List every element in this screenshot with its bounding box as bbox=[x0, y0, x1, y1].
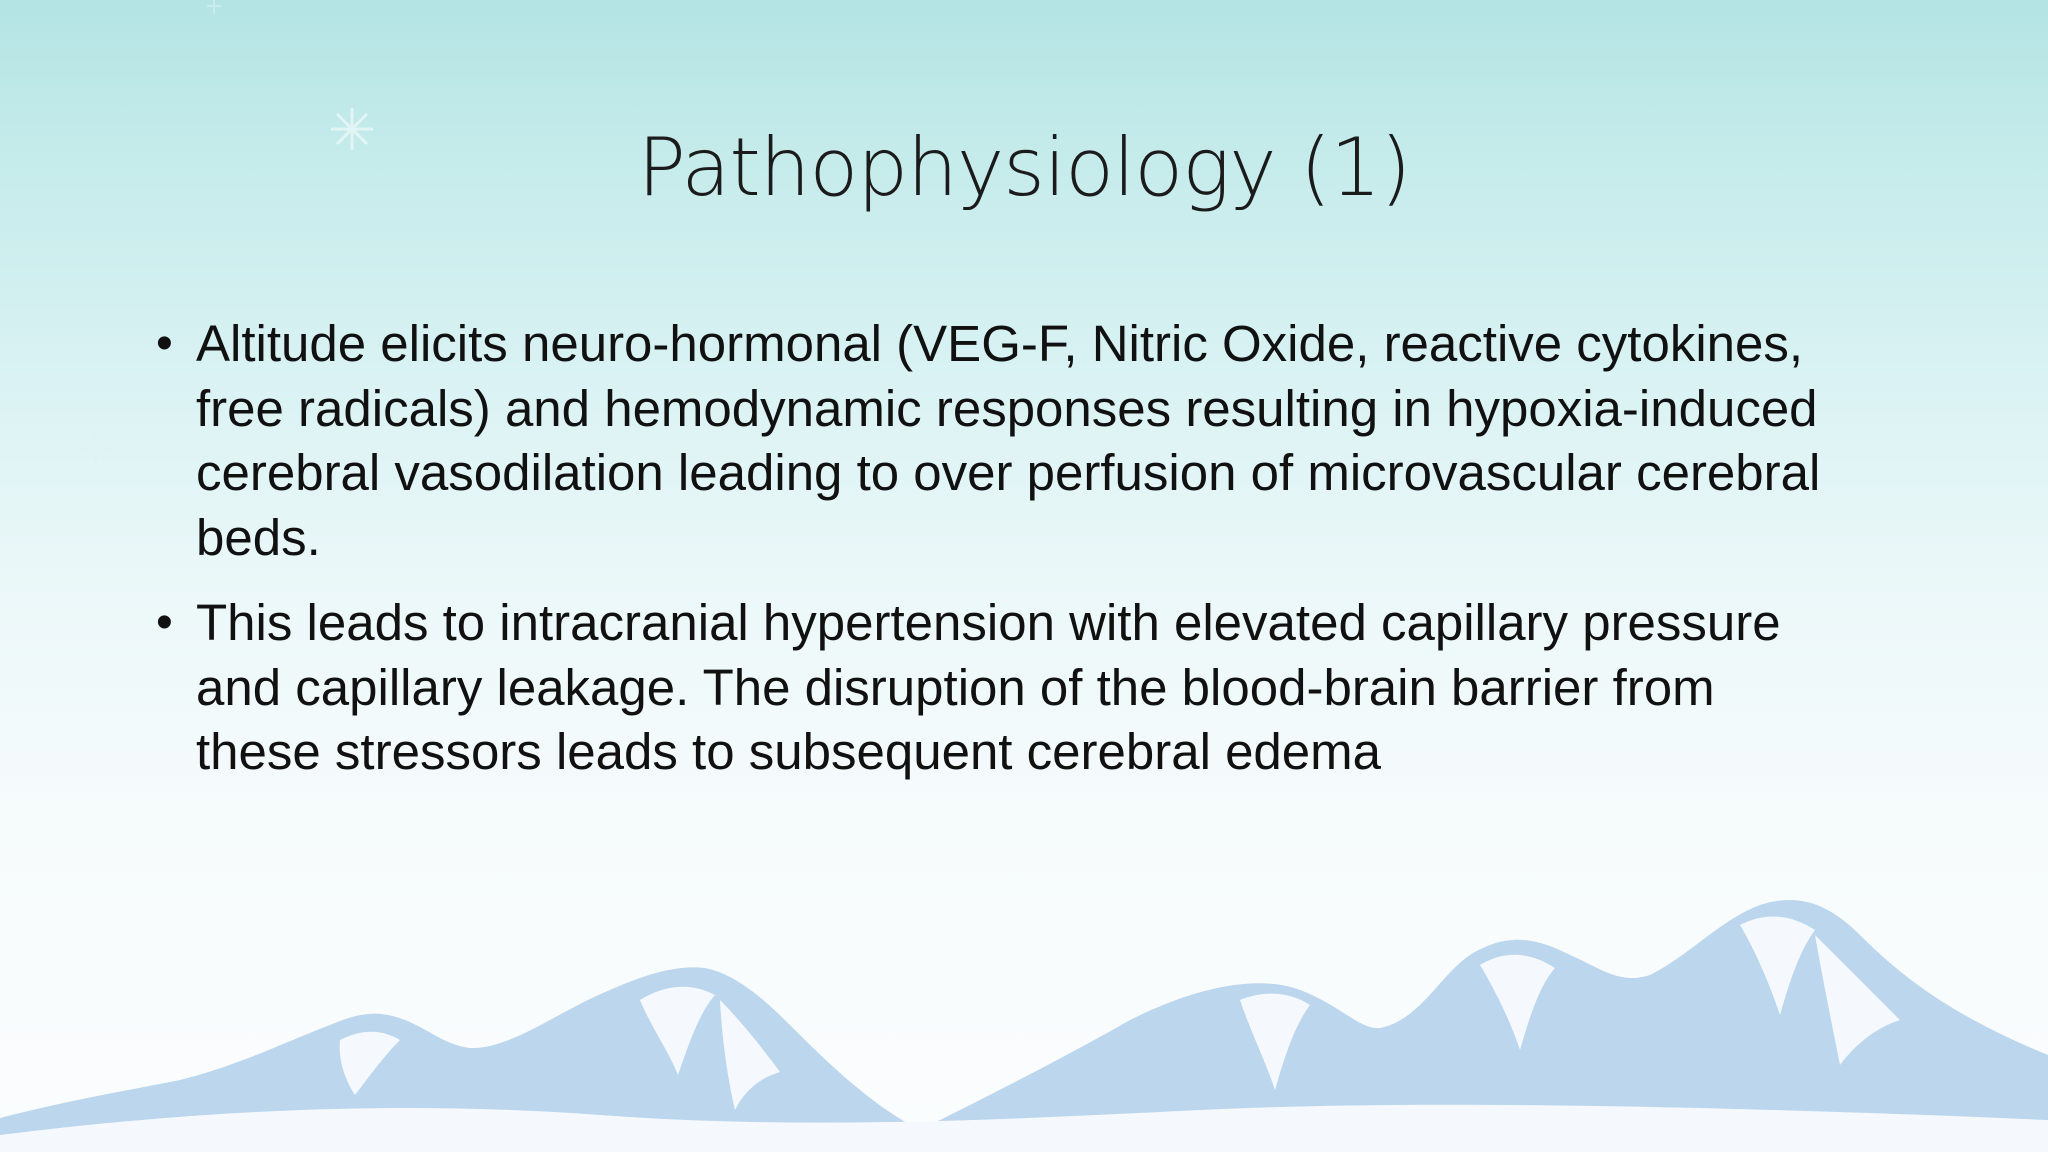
bullet-text: Altitude elicits neuro-hormonal (VEG-F, Nitric Oxide, reactive cytokines, free radicals) and hemodynamic responses resulting in hypoxia-induced cerebral vasodilation leading to over perfusion of microvascular cerebral beds. bbox=[196, 315, 1821, 566]
bullet-list bbox=[152, 312, 1852, 806]
bullet-item bbox=[152, 591, 1852, 785]
snowflake-icon bbox=[207, 0, 221, 14]
bullet-marker: • bbox=[156, 317, 173, 370]
bullet-marker: • bbox=[156, 596, 173, 649]
bullet-text: This leads to intracranial hypertension with elevated capillary pressure and capillary leakage. The disruption of the blood-brain barrier from these stressors leads to subsequent cerebral edema bbox=[196, 594, 1781, 780]
bullet-item bbox=[152, 312, 1852, 570]
slide-title: Pathophysiology (1) bbox=[637, 121, 1411, 214]
snowflake-icon bbox=[79, 432, 113, 466]
